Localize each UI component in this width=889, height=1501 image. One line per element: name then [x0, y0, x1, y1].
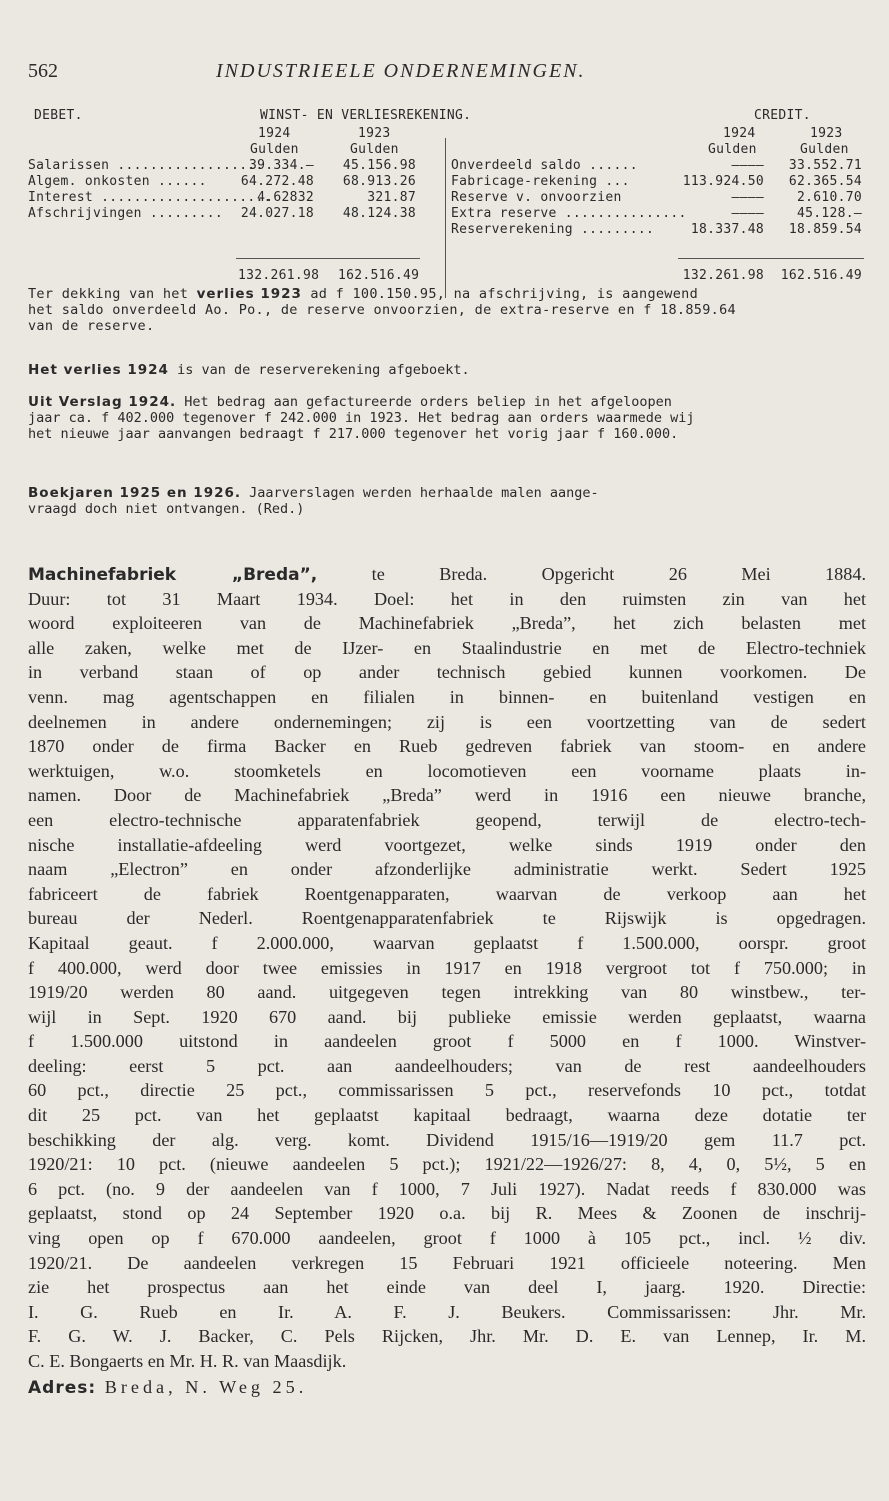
verlies-note [28, 362, 866, 378]
credit-row-1924: 113.924.50 [682, 174, 764, 189]
debit-row-label: Algem. onkosten ...... [28, 174, 207, 189]
verlies-text: is van de reserverekening afgeboekt. [168, 362, 470, 378]
credit-total-1924: 132.261.98 [682, 268, 764, 283]
company-entry-line: Duur: tot 31 Maart 1934. Doel: het in den ruimsten zin van het [28, 588, 866, 609]
debit-row-1924: 4.62832 [257, 190, 314, 205]
credit-label: CREDIT. [754, 108, 811, 123]
company-body [28, 587, 866, 1374]
verslag-line: het nieuwe jaar aanvangen bedraagt f 217.000 tegenover het vorig jaar f 160.000. [28, 426, 679, 442]
company-entry-line: naam „Electron” en onder afzonderlijke administratie werkt. Sedert 1925 [28, 859, 866, 880]
note-text: ad f 100.150.95, na afschrijving, is aangewend [301, 286, 699, 302]
company-entry-line: 1870 onder de firma Backer en Rueb gedreven fabriek van stoom- en andere [28, 736, 866, 757]
debit-unit-1923: Gulden [350, 142, 399, 157]
company-entry-line: alle zaken, welke met de IJzer- en Staalindustrie en met de Electro-techniek [28, 637, 866, 658]
debit-row-1924: 24.027.18 [240, 206, 314, 221]
address-value: Breda, N. Weg 25. [96, 1376, 308, 1397]
credit-row-1923: 18.859.54 [788, 222, 862, 237]
company-entry-line: bureau der Nederl. Roentgenapparatenfabriek te Rijswijk is opgedragen. [28, 908, 866, 929]
company-entry-line: fabriceert de fabriek Roentgenapparaten, waarvan de verkoop aan het [28, 883, 866, 904]
verslag-heading: Uit Verslag 1924. [28, 394, 177, 410]
page-number: 562 [28, 60, 58, 82]
verslag-line [28, 394, 866, 410]
debit-row-1924: 64.272.48 [240, 174, 314, 189]
credit-total-1923: 162.516.49 [780, 268, 862, 283]
column-divider [445, 138, 446, 298]
company-entry-line: deeling: eerst 5 pct. aan aandeelhouders; van de rest aandeelhouders [28, 1055, 866, 1076]
debit-row-label: Interest ..................... [28, 190, 272, 205]
company-entry-line: venn. mag agentschappen en filialen in binnen- en buitenland vestigen en [28, 686, 866, 707]
credit-row-1923: 62.365.54 [788, 174, 862, 189]
credit-row-label: Reserverekening ......... [451, 222, 655, 237]
company-entry-line: I. G. Rueb en Ir. A. F. J. Beukers. Commissarissen: Jhr. Mr. [28, 1301, 866, 1322]
company-entry-line: 1919/20 werden 80 aand. uitgegeven tegen intrekking van 80 winstbew., ter- [28, 982, 866, 1003]
credit-row-1924: 18.337.48 [690, 222, 764, 237]
note-text: Ter dekking van het [28, 286, 197, 302]
credit-row-label: Onverdeeld saldo ...... [451, 158, 638, 173]
company-entry-line: een electro-technische apparatenfabriek geopend, terwijl de electro-tech- [28, 809, 866, 830]
verslag-line: jaar ca. f 402.000 tegenover f 242.000 in 1923. Het bedrag aan orders waarmede wij [28, 410, 695, 426]
debit-row-label: Afschrijvingen ......... [28, 206, 224, 221]
page-header [28, 60, 868, 90]
credit-year-1924: 1924 [723, 126, 756, 141]
credit-row-1924: ———— [731, 158, 764, 173]
company-entry-line: woord exploiteeren van de Machinefabriek „Breda”, het zich belasten met [28, 613, 866, 634]
credit-sum-rule [678, 258, 864, 259]
company-entry-line: 60 pct., directie 25 pct., commissarissen 5 pct., reservefonds 10 pct., totdat [28, 1080, 866, 1101]
credit-unit-1924: Gulden [708, 142, 757, 157]
statement-note-line [28, 286, 698, 302]
credit-row-label: Fabricage-rekening ... [451, 174, 630, 189]
profit-loss-statement [28, 108, 868, 340]
verslag-text: Het bedrag aan gefactureerde orders beliep in het afgeloopen [176, 394, 672, 410]
company-entry-line: ving open op f 670.000 aandeelen, groot f 1000 à 105 pct., incl. ½ div. [28, 1228, 866, 1249]
credit-row-1923: 2.610.70 [796, 190, 862, 205]
note-emphasis: verlies 1923 [196, 286, 302, 302]
company-entry-line: geplaatst, stond op 24 September 1920 o.a. bij R. Mees & Zoonen de inschrij- [28, 1203, 866, 1224]
credit-unit-1923: Gulden [800, 142, 849, 157]
boekjaren-line [28, 485, 866, 501]
company-entry-line: f 400.000, werd door twee emissies in 1917 en 1918 vergroot tot f 750.000; in [28, 957, 866, 978]
company-entry-line: beschikking der alg. verg. komt. Dividend 1915/16—1919/20 gem 11.7 pct. [28, 1129, 866, 1150]
company-entry-line: zie het prospectus aan het einde van deel I, jaarg. 1920. Directie: [28, 1277, 866, 1298]
company-entry-line: F. G. W. J. Backer, C. Pels Rijcken, Jhr. Mr. D. E. van Lennep, Ir. M. [28, 1326, 866, 1347]
debit-sum-rule [236, 258, 420, 259]
credit-row-1924: ———— [731, 190, 764, 205]
debit-unit-1924: Gulden [250, 142, 299, 157]
boekjaren-line: vraagd doch niet ontvangen. (Red.) [28, 501, 305, 517]
debit-year-1923: 1923 [358, 126, 391, 141]
company-entry-line: C. E. Bongaerts en Mr. H. R. van Maasdijk. [28, 1351, 347, 1371]
credit-row-label: Reserve v. onvoorzien [451, 190, 622, 205]
company-entry-line: namen. Door de Machinefabriek „Breda” werd in 1916 een nieuwe branche, [28, 785, 866, 806]
company-entry-line: dit 25 pct. van het geplaatst kapitaal bedraagt, waarna deze dotatie ter [28, 1105, 866, 1126]
company-entry-line: 1920/21: 10 pct. (nieuwe aandeelen 5 pct.); 1921/22—1926/27: 8, 4, 0, 5½, 5 en [28, 1154, 866, 1175]
company-entry-line: wijl in Sept. 1920 670 aand. bij publieke emissie werden geplaatst, waarna [28, 1006, 866, 1027]
credit-year-1923: 1923 [810, 126, 843, 141]
debit-row-1923: 48.124.38 [342, 206, 416, 221]
company-entry-line: deelnemen in andere ondernemingen; zij is een voortzetting van de sedert [28, 711, 866, 732]
verlies-heading: Het verlies 1924 [28, 362, 169, 378]
verslag-note [28, 394, 866, 442]
company-name: Machinefabriek „Breda”, [28, 565, 318, 585]
boekjaren-heading: Boekjaren 1925 en 1926. [28, 485, 242, 501]
address-label: Adres: [28, 1377, 97, 1398]
debet-label: DEBET. [34, 108, 83, 123]
boekjaren-note [28, 485, 866, 517]
company-entry-line: in verband staan of op ander technisch gebied kunnen voorkomen. De [28, 662, 866, 683]
debit-row-1923: 321.87 [367, 190, 416, 205]
boekjaren-text: Jaarverslagen werden herhaalde malen aange- [241, 485, 599, 501]
credit-row-label: Extra reserve ............... [451, 206, 687, 221]
statement-note-line: van de reserve. [28, 318, 155, 334]
company-text: te Breda. Opgericht 26 Mei 1884. [317, 564, 866, 584]
debit-row-1923: 68.913.26 [342, 174, 416, 189]
company-entry [28, 562, 866, 1400]
company-entry-line [28, 562, 866, 587]
credit-row-1923: 33.552.71 [788, 158, 862, 173]
company-entry-line: 6 pct. (no. 9 der aandeelen van f 1000, 7 Juli 1927). Nadat reeds f 830.000 was [28, 1178, 866, 1199]
debit-row-label: Salarissen .................. [28, 158, 264, 173]
debit-total-1924: 132.261.98 [238, 268, 320, 283]
credit-row-1923: 45.128.— [796, 206, 862, 221]
company-entry-line: nische installatie-afdeeling werd voortgezet, welke sinds 1919 onder den [28, 834, 866, 855]
company-entry-line: werktuigen, w.o. stoomketels en locomotieven een voorname plaats in- [28, 760, 866, 781]
company-entry-line: f 1.500.000 uitstond in aandeelen groot f 5000 en f 1000. Winstver- [28, 1031, 866, 1052]
running-title: INDUSTRIEELE ONDERNEMINGEN. [216, 60, 586, 82]
debit-row-1924: 39.334.— [248, 158, 314, 173]
debit-year-1924: 1924 [258, 126, 291, 141]
company-address [28, 1374, 866, 1400]
company-entry-line: Kapitaal geaut. f 2.000.000, waarvan geplaatst f 1.500.000, oorspr. groot [28, 932, 866, 953]
company-entry-line: 1920/21. De aandeelen verkregen 15 Februari 1921 officieele noteering. Men [28, 1252, 866, 1273]
statement-title: WINST- EN VERLIESREKENING. [260, 108, 472, 123]
debit-row-1923: 45.156.98 [342, 158, 416, 173]
statement-note-line: het saldo onverdeeld Ao. Po., de reserve onvoorzien, de extra-reserve en f 18.859.64 [28, 302, 736, 318]
credit-row-1924: ———— [731, 206, 764, 221]
debit-total-1923: 162.516.49 [338, 268, 420, 283]
